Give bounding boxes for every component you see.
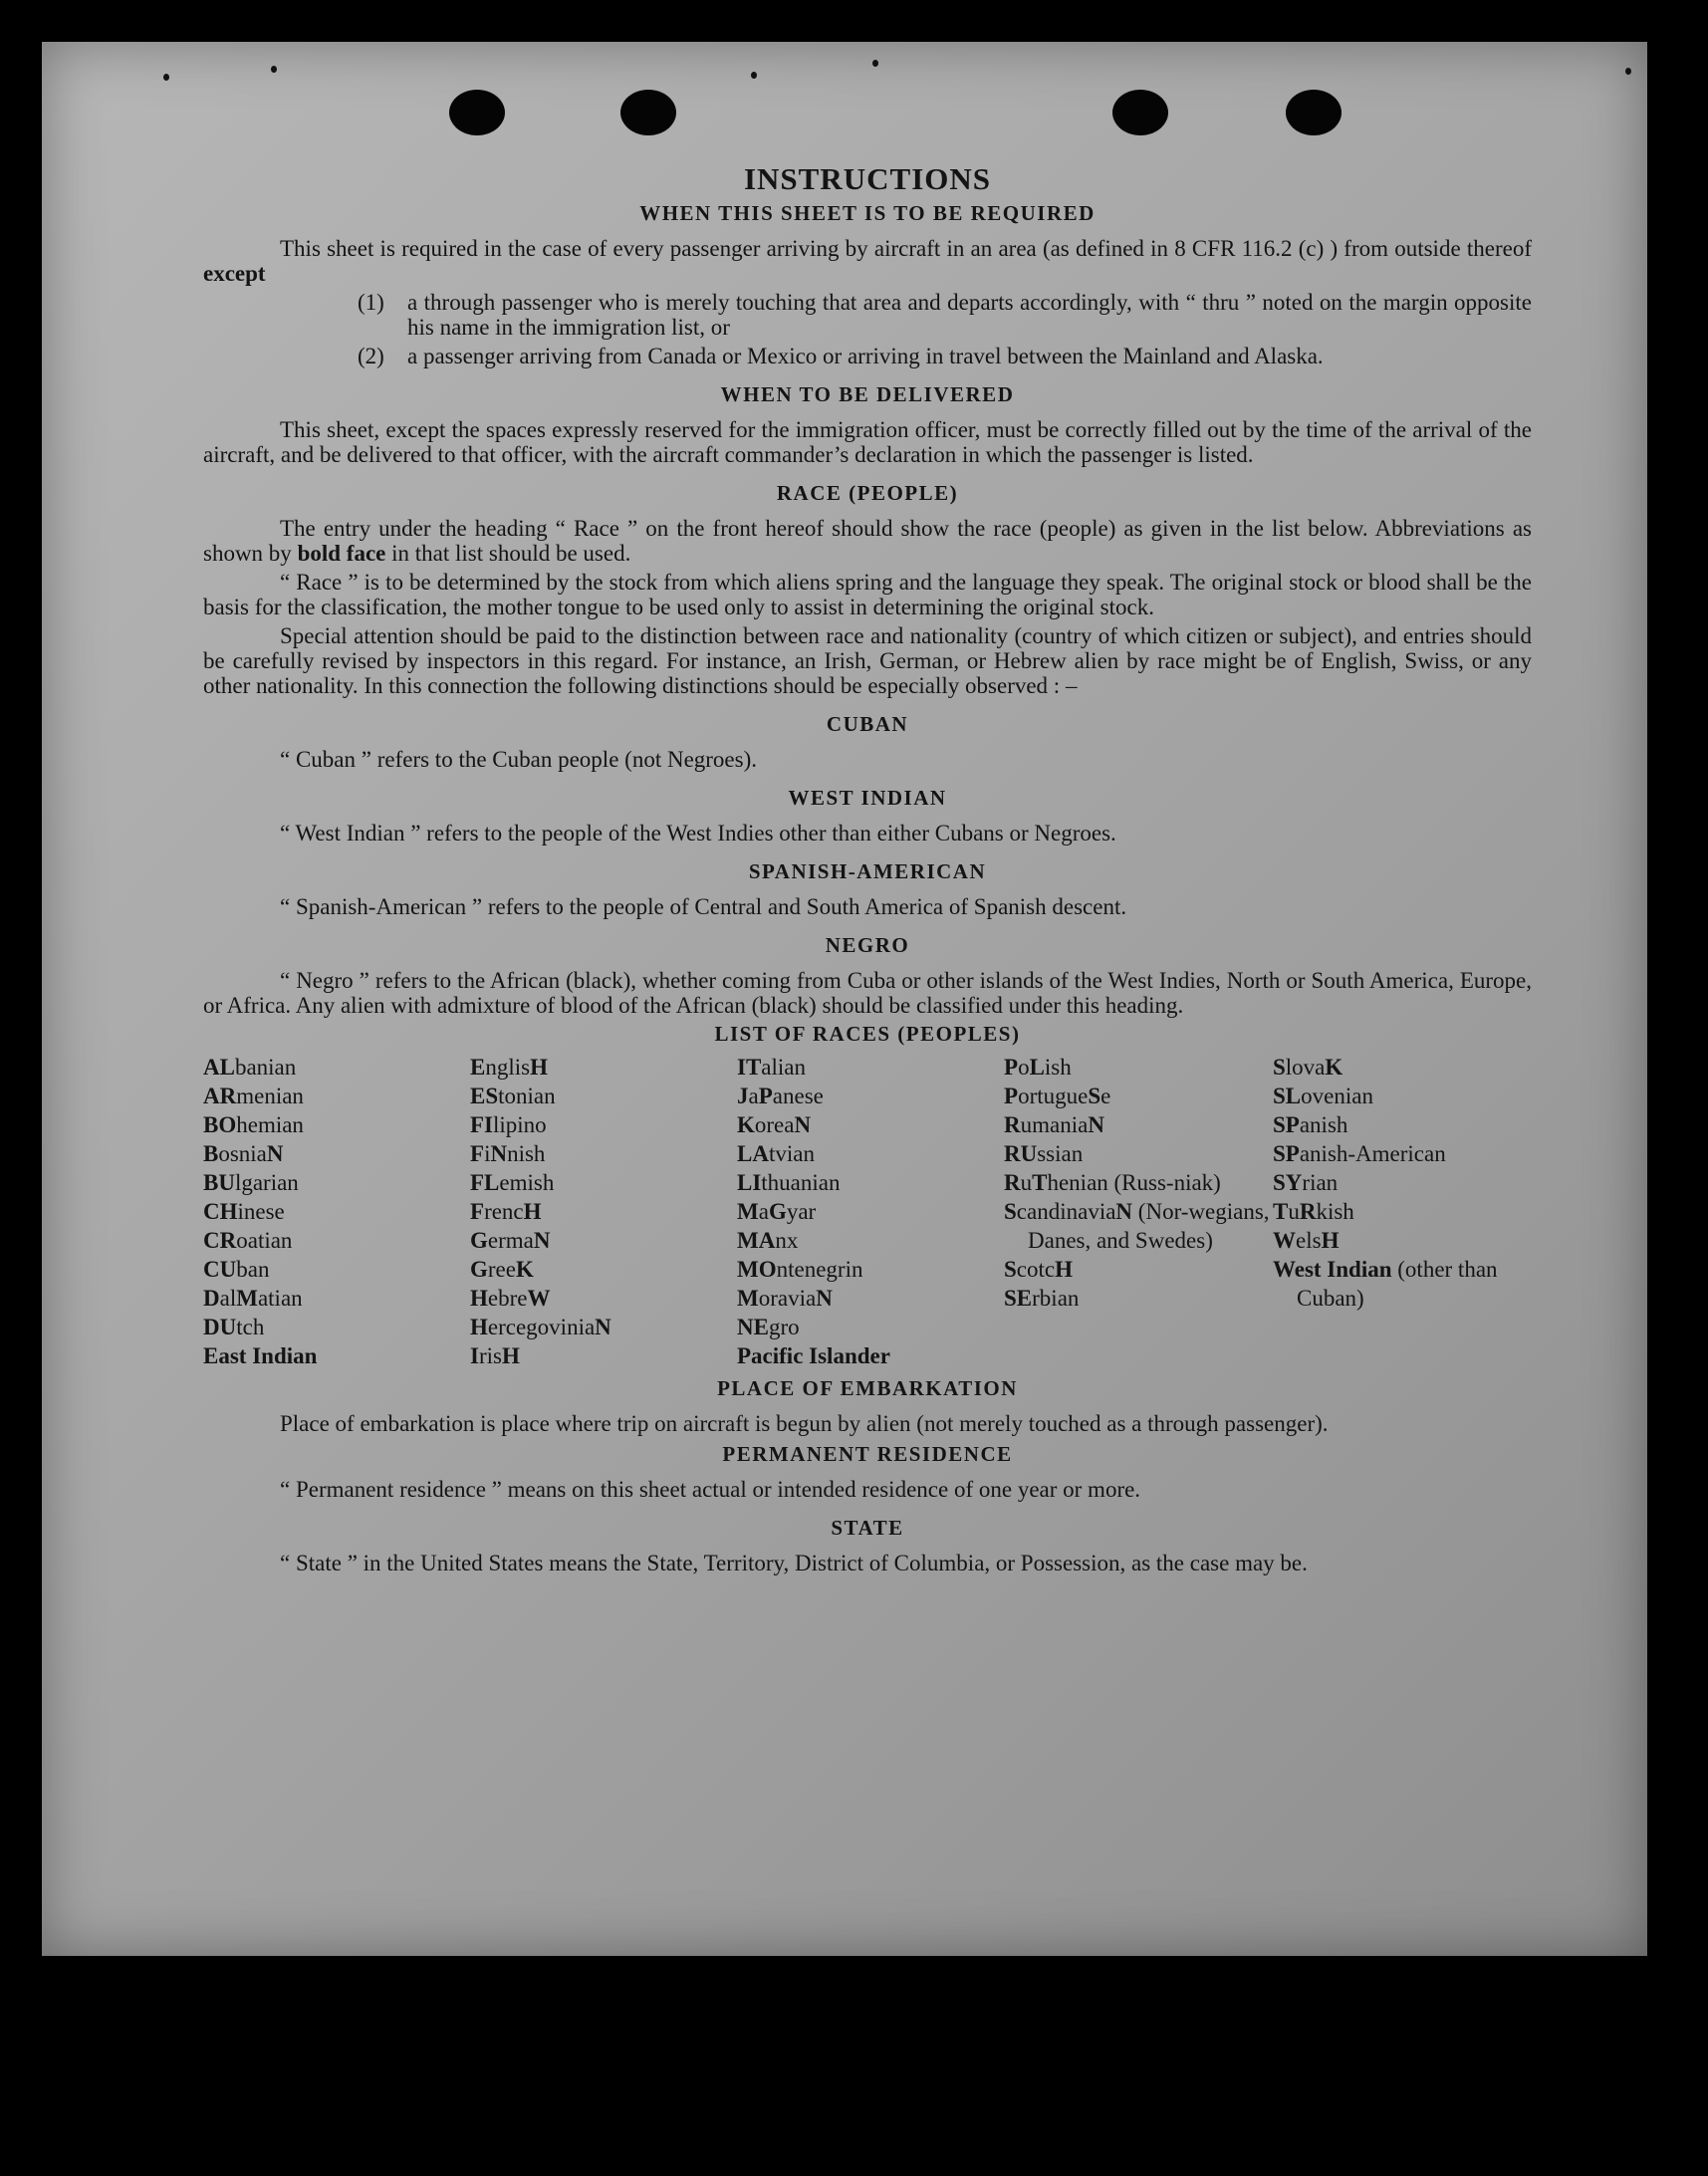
race-entry: RuThenian (Russ-niak) <box>1004 1170 1221 1195</box>
race-entry: GermaN <box>470 1228 551 1253</box>
punch-hole <box>1286 90 1342 135</box>
heading-when-delivered: WHEN TO BE DELIVERED <box>720 382 1015 406</box>
embarkation-text: Place of embarkation is place where trip on aircraft is begun by alien (not merely touched as a through passenger). <box>280 1411 1329 1436</box>
race-entry: Pacific Islander <box>737 1343 890 1368</box>
race-entry: FIlipino <box>470 1112 547 1137</box>
spanish-american-text: “ Spanish-American ” refers to the people of Central and South America of Spanish descent. <box>280 894 1127 919</box>
negro-text: “ Negro ” refers to the African (black), whether coming from Cuba or other islands of the West Indies, North or South America, Europe, or Africa. Any alien with admixture of blood of the African (black) should be classified under this heading. <box>203 968 1532 1018</box>
race-entry: DalMatian <box>203 1286 303 1311</box>
ink-speck <box>1625 68 1631 75</box>
race-entry: SYrian <box>1273 1170 1339 1195</box>
race-entry: ARmenian <box>203 1084 304 1108</box>
race-entry: FLemish <box>470 1170 555 1195</box>
page-title: INSTRUCTIONS <box>743 161 991 196</box>
heading-state: STATE <box>831 1516 904 1540</box>
race-entry: JaPanese <box>737 1084 824 1108</box>
cuban-text: “ Cuban ” refers to the Cuban people (not Negroes). <box>280 747 758 772</box>
race-entry: ITalian <box>737 1055 806 1080</box>
heading-spanish-american: SPANISH-AMERICAN <box>748 859 987 883</box>
race-entry: BOhemian <box>203 1112 304 1137</box>
heading-embarkation: PLACE OF EMBARKATION <box>717 1376 1018 1400</box>
race-entry: ScandinaviaN (Nor-wegians, Danes, and Swedes) <box>1004 1199 1270 1253</box>
races-column <box>470 1053 737 1370</box>
race-entry: FrencH <box>470 1199 542 1224</box>
heading-permanent-residence: PERMANENT RESIDENCE <box>722 1442 1013 1466</box>
ink-speck <box>751 72 757 79</box>
race-entry: RUssian <box>1004 1141 1084 1166</box>
race-paragraph-1: The entry under the heading “ Race ” on the front hereof should show the race (people) as given in the list below. Abbreviations as shown by bold face in that list should be used. <box>203 516 1532 566</box>
race-entry: West Indian (other than Cuban) <box>1273 1257 1498 1311</box>
document-sheet <box>42 42 1647 1956</box>
race-entry: SErbian <box>1004 1286 1080 1311</box>
race-entry: MaGyar <box>737 1199 817 1224</box>
race-entry: MoraviaN <box>737 1286 833 1311</box>
exception-item-2: (2) a passenger arriving from Canada or Mexico or arriving in travel between the Mainland and Alaska. <box>358 344 1324 368</box>
race-entry: EStonian <box>470 1084 556 1108</box>
race-entry: CRoatian <box>203 1228 293 1253</box>
race-entry: LIthuanian <box>737 1170 841 1195</box>
race-entry: MOntenegrin <box>737 1257 863 1282</box>
race-paragraph-3: Special attention should be paid to the distinction between race and nationality (country of which citizen or subject), and entries should be carefully revised by inspectors in this regard. For instance, an Irish, German, or Hebrew alien by race might be of English, Swiss, or any other nationality. In this connection the following distinctions should be especially observed : – <box>203 623 1532 698</box>
race-entry: ScotcH <box>1004 1257 1073 1282</box>
state-text: “ State ” in the United States means the State, Territory, District of Columbia, or Possession, as the case may be. <box>280 1551 1308 1575</box>
races-column <box>737 1053 1004 1370</box>
punch-hole <box>449 90 505 135</box>
heading-west-indian: WEST INDIAN <box>788 786 947 810</box>
race-entry: PortugueSe <box>1004 1084 1111 1108</box>
race-entry: IrisH <box>470 1343 520 1368</box>
race-entry: East Indian <box>203 1343 318 1368</box>
ink-speck <box>271 66 277 73</box>
races-column <box>203 1053 470 1370</box>
when-required-intro: This sheet is required in the case of every passenger arriving by aircraft in an area (as defined in 8 CFR 116.2 (c) ) from outside thereof except <box>203 236 1532 286</box>
race-entry: FiNnish <box>470 1141 546 1166</box>
residence-text: “ Permanent residence ” means on this sheet actual or intended residence of one year or more. <box>280 1477 1141 1502</box>
race-entry: CHinese <box>203 1199 285 1224</box>
races-column <box>1004 1053 1273 1370</box>
race-entry: DUtch <box>203 1315 265 1339</box>
race-entry: NEgro <box>737 1315 800 1339</box>
race-entry: ALbanian <box>203 1055 297 1080</box>
ink-speck <box>872 60 878 67</box>
heading-race: RACE (PEOPLE) <box>776 481 959 505</box>
race-entry: RumaniaN <box>1004 1112 1104 1137</box>
race-entry: SPanish-American <box>1273 1141 1446 1166</box>
race-entry: LAtvian <box>737 1141 815 1166</box>
heading-negro: NEGRO <box>825 933 910 957</box>
race-entry: BUlgarian <box>203 1170 299 1195</box>
race-entry: GreeK <box>470 1257 534 1282</box>
race-entry: CUban <box>203 1257 270 1282</box>
punch-hole <box>620 90 676 135</box>
races-list <box>203 1053 1532 1370</box>
race-entry: SPanish <box>1273 1112 1348 1137</box>
west-indian-text: “ West Indian ” refers to the people of the West Indies other than either Cubans or Negroes. <box>280 821 1116 846</box>
heading-cuban: CUBAN <box>826 712 909 736</box>
heading-list-of-races: LIST OF RACES (PEOPLES) <box>714 1022 1021 1046</box>
instructions-content <box>203 161 1532 1579</box>
when-delivered-text: This sheet, except the spaces expressly reserved for the immigration officer, must be correctly filled out by the time of the arrival of the aircraft, and be delivered to that officer, with the aircraft commander’s declaration in which the passenger is listed. <box>203 417 1532 467</box>
races-column <box>1273 1053 1532 1370</box>
ink-speck <box>163 74 169 81</box>
race-entry: PoLish <box>1004 1055 1072 1080</box>
race-entry: MAnx <box>737 1228 799 1253</box>
race-entry: WelsH <box>1273 1228 1340 1253</box>
race-entry: HercegoviniaN <box>470 1315 611 1339</box>
race-entry: TuRkish <box>1273 1199 1354 1224</box>
race-entry: SLovenian <box>1273 1084 1373 1108</box>
exception-item-1: (1) a through passenger who is merely touching that area and departs accordingly, with “ thru ” noted on the margin opposite his name in the immigration list, or <box>358 290 1532 340</box>
race-entry: KoreaN <box>737 1112 812 1137</box>
heading-when-required: WHEN THIS SHEET IS TO BE REQUIRED <box>639 201 1096 225</box>
race-paragraph-2: “ Race ” is to be determined by the stock from which aliens spring and the language they speak. The original stock or blood shall be the basis for the classification, the mother tongue to be used only to assist in determining the original stock. <box>203 570 1532 619</box>
punch-hole <box>1112 90 1168 135</box>
race-entry: BosniaN <box>203 1141 284 1166</box>
race-entry: SlovaK <box>1273 1055 1343 1080</box>
race-entry: HebreW <box>470 1286 551 1311</box>
race-entry: EnglisH <box>470 1055 548 1080</box>
